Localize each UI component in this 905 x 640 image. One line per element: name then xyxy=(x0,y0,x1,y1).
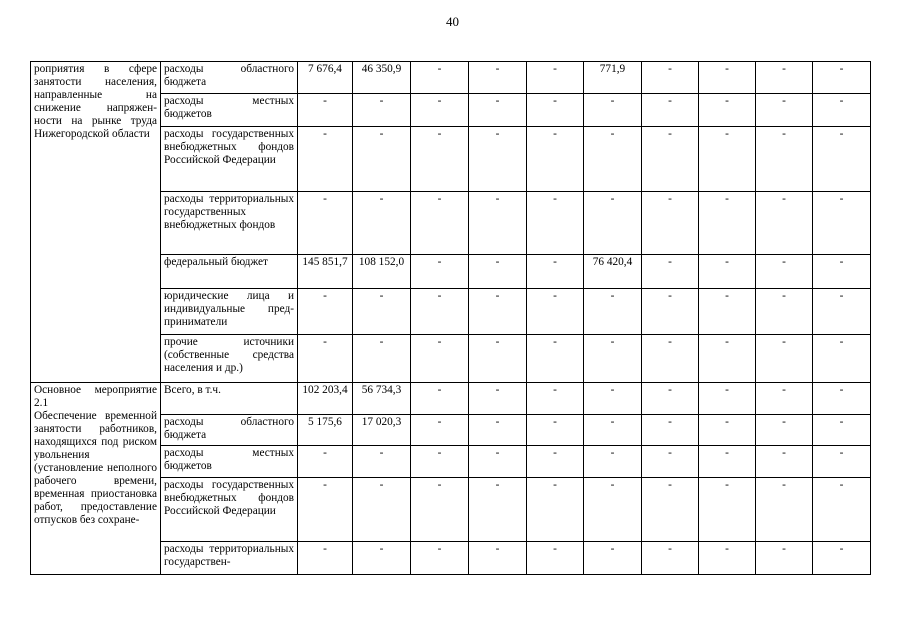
value-col-4: - xyxy=(469,335,527,383)
value-col-8: - xyxy=(699,446,756,478)
funding-source: расходы областного бюджета xyxy=(161,62,298,94)
funding-source: расходы территориальных государствен- xyxy=(161,542,298,575)
activity-title: Основное мероприятие 2.1 xyxy=(34,384,157,409)
value-col-5: - xyxy=(527,62,584,94)
value-col-1: 5 175,6 xyxy=(298,415,353,446)
value-col-3: - xyxy=(411,383,469,415)
value-col-2: 46 350,9 xyxy=(353,62,411,94)
value-col-8: - xyxy=(699,383,756,415)
value-col-7: - xyxy=(642,335,699,383)
value-col-10: - xyxy=(813,383,871,415)
value-col-9: - xyxy=(756,127,813,192)
value-col-9: - xyxy=(756,478,813,542)
value-col-9: - xyxy=(756,94,813,127)
value-col-3: - xyxy=(411,127,469,192)
value-col-5: - xyxy=(527,255,584,289)
value-col-10: - xyxy=(813,415,871,446)
funding-source: расходы местных бюджетов xyxy=(161,446,298,478)
value-col-7: - xyxy=(642,542,699,575)
value-col-3: - xyxy=(411,62,469,94)
value-col-2: - xyxy=(353,335,411,383)
value-col-1: - xyxy=(298,446,353,478)
value-col-2: 56 734,3 xyxy=(353,383,411,415)
value-col-5: - xyxy=(527,127,584,192)
value-col-10: - xyxy=(813,542,871,575)
value-col-7: - xyxy=(642,127,699,192)
table-row xyxy=(31,62,871,94)
value-col-3: - xyxy=(411,335,469,383)
funding-source: юридические лица и индивидуальные предприниматели xyxy=(161,289,298,335)
value-col-5: - xyxy=(527,192,584,255)
value-col-9: - xyxy=(756,415,813,446)
value-col-3: - xyxy=(411,192,469,255)
value-col-1: - xyxy=(298,289,353,335)
value-col-10: - xyxy=(813,255,871,289)
funding-source: Всего, в т.ч. xyxy=(161,383,298,415)
value-col-10: - xyxy=(813,478,871,542)
value-col-4: - xyxy=(469,383,527,415)
funding-source: расходы местных бюджетов xyxy=(161,94,298,127)
value-col-2: - xyxy=(353,542,411,575)
funding-source: расходы государственных внебюджетных фондов Российской Федерации xyxy=(161,127,298,192)
value-col-4: - xyxy=(469,255,527,289)
value-col-6: - xyxy=(584,335,642,383)
value-col-9: - xyxy=(756,542,813,575)
value-col-9: - xyxy=(756,383,813,415)
value-col-8: - xyxy=(699,335,756,383)
value-col-8: - xyxy=(699,62,756,94)
funding-source: расходы территориальных государственных внебюджетных фондов xyxy=(161,192,298,255)
value-col-6: - xyxy=(584,542,642,575)
value-col-1: 7 676,4 xyxy=(298,62,353,94)
value-col-6: - xyxy=(584,127,642,192)
value-col-6: - xyxy=(584,446,642,478)
value-col-9: - xyxy=(756,289,813,335)
value-col-5: - xyxy=(527,383,584,415)
value-col-5: - xyxy=(527,415,584,446)
value-col-9: - xyxy=(756,192,813,255)
value-col-1: - xyxy=(298,542,353,575)
value-col-9: - xyxy=(756,446,813,478)
value-col-2: - xyxy=(353,289,411,335)
value-col-8: - xyxy=(699,94,756,127)
value-col-4: - xyxy=(469,94,527,127)
value-col-6: - xyxy=(584,478,642,542)
value-col-8: - xyxy=(699,478,756,542)
value-col-10: - xyxy=(813,446,871,478)
value-col-2: - xyxy=(353,478,411,542)
value-col-9: - xyxy=(756,255,813,289)
value-col-3: - xyxy=(411,446,469,478)
value-col-4: - xyxy=(469,289,527,335)
value-col-4: - xyxy=(469,192,527,255)
value-col-8: - xyxy=(699,415,756,446)
value-col-8: - xyxy=(699,127,756,192)
value-col-10: - xyxy=(813,127,871,192)
value-col-1: 145 851,7 xyxy=(298,255,353,289)
value-col-7: - xyxy=(642,478,699,542)
activity-description: Обеспечение временной занятости работников, находящихся под риском увольнения (установление неполного рабочего времени, временная приостановка работ, предоставление отпусков без сохране- xyxy=(34,410,157,526)
value-col-6: 76 420,4 xyxy=(584,255,642,289)
value-col-5: - xyxy=(527,542,584,575)
value-col-10: - xyxy=(813,289,871,335)
value-col-10: - xyxy=(813,192,871,255)
value-col-1: 102 203,4 xyxy=(298,383,353,415)
value-col-4: - xyxy=(469,62,527,94)
value-col-4: - xyxy=(469,446,527,478)
activity-cell xyxy=(31,383,161,575)
value-col-1: - xyxy=(298,335,353,383)
value-col-7: - xyxy=(642,383,699,415)
table-row xyxy=(31,383,871,415)
value-col-7: - xyxy=(642,255,699,289)
value-col-5: - xyxy=(527,289,584,335)
value-col-5: - xyxy=(527,335,584,383)
funding-source: расходы государственных внебюджетных фондов Российской Федерации xyxy=(161,478,298,542)
value-col-5: - xyxy=(527,478,584,542)
value-col-1: - xyxy=(298,478,353,542)
value-col-2: - xyxy=(353,127,411,192)
value-col-6: - xyxy=(584,289,642,335)
value-col-4: - xyxy=(469,478,527,542)
funding-source: федеральный бюджет xyxy=(161,255,298,289)
value-col-2: - xyxy=(353,94,411,127)
value-col-3: - xyxy=(411,415,469,446)
funding-source: прочие источники (собственные средства населения и др.) xyxy=(161,335,298,383)
value-col-2: - xyxy=(353,446,411,478)
value-col-7: - xyxy=(642,62,699,94)
value-col-7: - xyxy=(642,94,699,127)
value-col-7: - xyxy=(642,289,699,335)
value-col-1: - xyxy=(298,127,353,192)
value-col-2: 17 020,3 xyxy=(353,415,411,446)
value-col-4: - xyxy=(469,542,527,575)
value-col-5: - xyxy=(527,446,584,478)
value-col-9: - xyxy=(756,62,813,94)
value-col-4: - xyxy=(469,415,527,446)
value-col-7: - xyxy=(642,415,699,446)
value-col-5: - xyxy=(527,94,584,127)
value-col-1: - xyxy=(298,94,353,127)
value-col-3: - xyxy=(411,255,469,289)
value-col-1: - xyxy=(298,192,353,255)
value-col-7: - xyxy=(642,446,699,478)
value-col-6: - xyxy=(584,415,642,446)
value-col-6: - xyxy=(584,192,642,255)
value-col-2: - xyxy=(353,192,411,255)
value-col-10: - xyxy=(813,62,871,94)
value-col-8: - xyxy=(699,255,756,289)
value-col-7: - xyxy=(642,192,699,255)
activity-cell xyxy=(31,62,161,383)
value-col-2: 108 152,0 xyxy=(353,255,411,289)
activity-description: роприятия в сфере занятости населения, направленные на снижение напряженности на рынке труда Нижегородской области xyxy=(34,63,157,140)
value-col-3: - xyxy=(411,478,469,542)
value-col-6: - xyxy=(584,383,642,415)
value-col-6: 771,9 xyxy=(584,62,642,94)
value-col-8: - xyxy=(699,192,756,255)
value-col-10: - xyxy=(813,335,871,383)
funding-source: расходы областного бюджета xyxy=(161,415,298,446)
value-col-8: - xyxy=(699,289,756,335)
value-col-9: - xyxy=(756,335,813,383)
value-col-4: - xyxy=(469,127,527,192)
value-col-6: - xyxy=(584,94,642,127)
value-col-3: - xyxy=(411,542,469,575)
budget-table xyxy=(30,61,871,575)
page-number: 40 xyxy=(446,14,459,29)
value-col-8: - xyxy=(699,542,756,575)
value-col-3: - xyxy=(411,94,469,127)
value-col-10: - xyxy=(813,94,871,127)
value-col-3: - xyxy=(411,289,469,335)
